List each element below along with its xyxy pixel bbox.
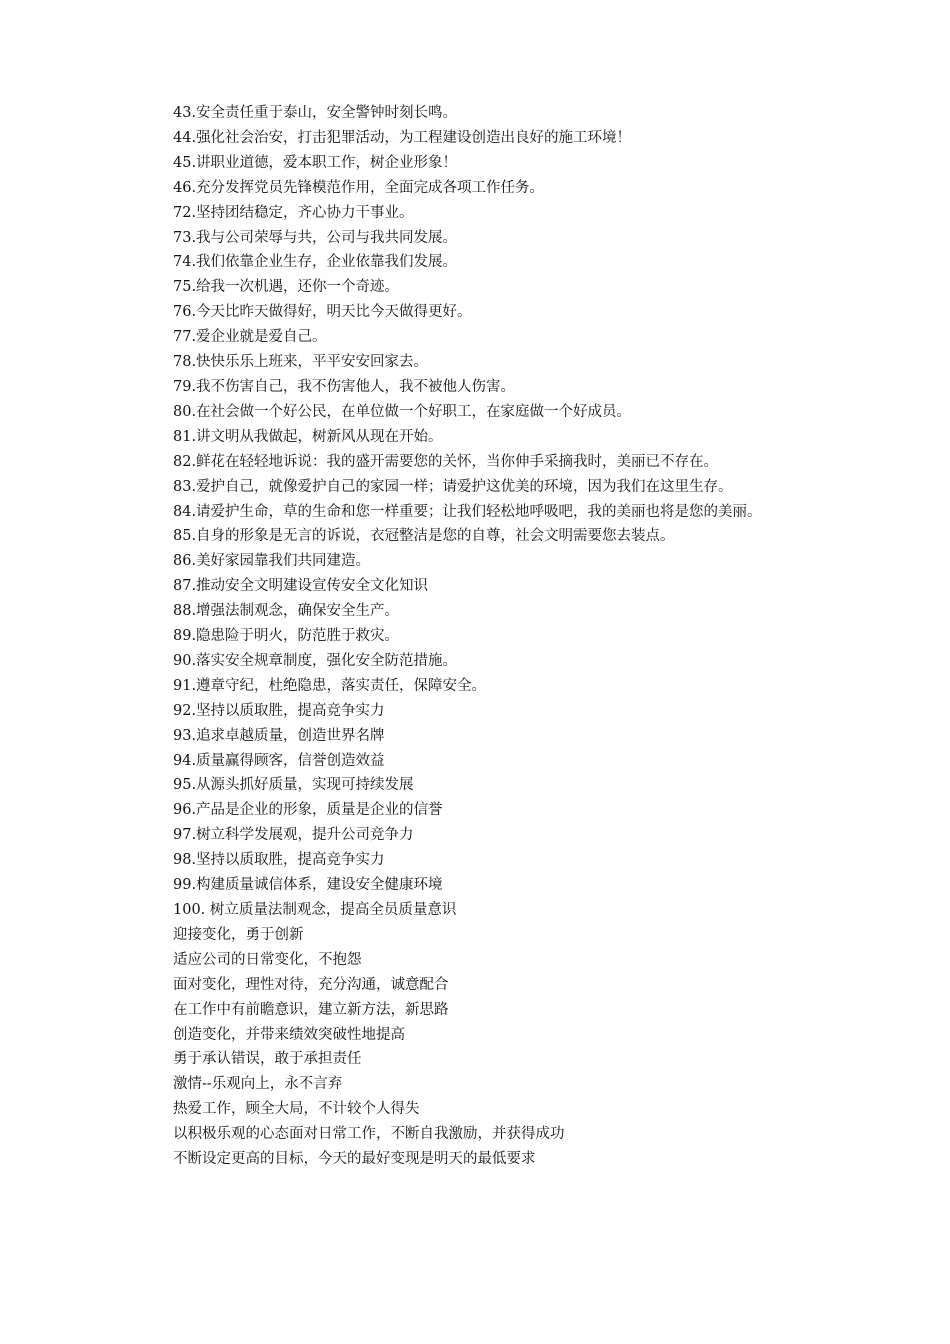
paragraph: 迎接变化，勇于创新 [173,926,304,943]
paragraph: 77.爱企业就是爱自己。 [173,329,327,346]
paragraph: 99.构建质量诚信体系，建设安全健康环境 [173,877,443,894]
paragraph: 96.产品是企业的形象，质量是企业的信誉 [173,802,443,819]
document-body [142,101,822,1172]
paragraph: 87.推动安全文明建设宣传安全文化知识 [173,578,429,595]
paragraph: 100. 树立质量法制观念，提高全员质量意识 [173,902,457,918]
paragraph: 95.从源头抓好质量，实现可持续发展 [173,777,414,794]
paragraph: 45.讲职业道德，爱本职工作，树企业形象！ [173,154,458,171]
paragraph: 88.增强法制观念，确保安全生产。 [173,603,400,620]
paragraph: 82.鲜花在轻轻地诉说：我的盛开需要您的关怀，当你伸手采摘我时，美丽已不存在。 [173,453,719,470]
paragraph: 46.充分发挥党员先锋模范作用，全面完成各项工作任务。 [173,179,545,196]
paragraph: 81.讲文明从我做起，树新风从现在开始。 [173,428,443,445]
paragraph: 90.落实安全规章制度，强化安全防范措施。 [173,652,458,669]
paragraph: 89.隐患险于明火，防范胜于救灾。 [173,628,400,645]
paragraph: 83.爱护自己，就像爱护自己的家园一样；请爱护这优美的环境，因为我们在这里生存。 [173,478,733,495]
paragraph: 93.追求卓越质量，创造世界名牌 [173,727,385,744]
paragraph: 79.我不伤害自己，我不伤害他人，我不被他人伤害。 [173,378,516,395]
paragraph: 85.自身的形象是无言的诉说，衣冠整洁是您的自尊，社会文明需要您去装点。 [173,528,675,545]
paragraph: 在工作中有前瞻意识，建立新方法，新思路 [173,1001,449,1018]
paragraph: 97.树立科学发展观，提升公司竞争力 [173,827,414,844]
paragraph: 84.请爱护生命，草的生命和您一样重要；让我们轻松地呼吸吧，我的美丽也将是您的美丽。 [173,503,762,520]
paragraph: 以积极乐观的心态面对日常工作，不断自我激励，并获得成功 [173,1126,565,1143]
paragraph: 不断设定更高的目标，今天的最好变现是明天的最低要求 [173,1151,536,1168]
paragraph: 创造变化，并带来绩效突破性地提高 [173,1026,405,1043]
paragraph: 76.今天比昨天做得好，明天比今天做得更好。 [173,304,472,321]
paragraph: 热爱工作，顾全大局，不计较个人得失 [173,1101,420,1118]
paragraph: 适应公司的日常变化，不抱怨 [173,951,362,968]
paragraph: 44.强化社会治安，打击犯罪活动，为工程建设创造出良好的施工环境！ [173,129,632,146]
paragraph: 91.遵章守纪，杜绝隐患，落实责任，保障安全。 [173,677,487,694]
paragraph: 75.给我一次机遇，还你一个奇迹。 [173,279,400,296]
paragraph: 73.我与公司荣辱与共，公司与我共同发展。 [173,229,458,246]
paragraph: 78.快快乐乐上班来，平平安安回家去。 [173,354,429,371]
paragraph: 72.坚持团结稳定，齐心协力干事业。 [173,204,414,221]
paragraph: 80.在社会做一个好公民，在单位做一个好职工，在家庭做一个好成员。 [173,403,632,420]
paragraph: 激情--乐观向上，永不言弃 [173,1076,343,1093]
paragraph: 勇于承认错误，敢于承担责任 [173,1051,362,1068]
paragraph: 92.坚持以质取胜，提高竞争实力 [173,702,385,719]
paragraph: 面对变化，理性对待，充分沟通，诚意配合 [173,976,449,993]
paragraph: 94.质量赢得顾客，信誉创造效益 [173,752,385,769]
paragraph: 86.美好家园靠我们共同建造。 [173,553,371,570]
paragraph: 74.我们依靠企业生存，企业依靠我们发展。 [173,254,458,271]
paragraph: 43.安全责任重于泰山，安全警钟时刻长鸣。 [173,105,458,121]
paragraph: 98.坚持以质取胜，提高竞争实力 [173,852,385,869]
